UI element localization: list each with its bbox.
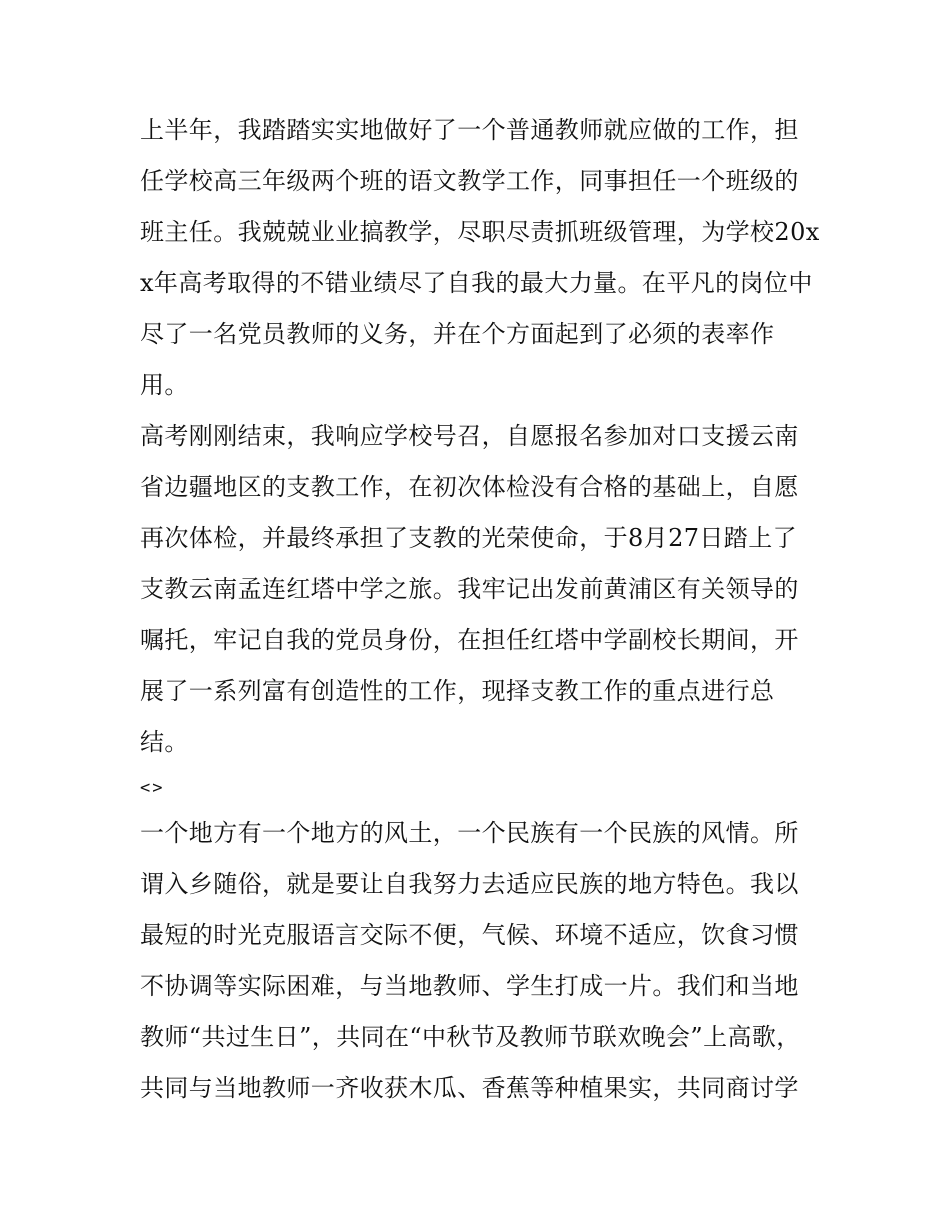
- document-body: [140, 105, 820, 1114]
- paragraph-first-half-year: 上半年，我踏踏实实地做好了一个普通教师就应做的工作，担任学校高三年级两个班的语文教学工作，同事担任一个班级的班主任。我兢兢业业搞教学，尽职尽责抓班级管理，为学校20xx年高考取得的不错业绩尽了自我的最大力量。在平凡的岗位中尽了一名党员教师的义务，并在个方面起到了必须的表率作用。: [140, 116, 820, 399]
- paragraph-support-teaching: 高考刚刚结束，我响应学校号召，自愿报名参加对口支援云南省边疆地区的支教工作，在初次体检没有合格的基础上，自愿再次体检，并最终承担了支教的光荣使命，于8月27日踏上了支教云南孟连红塔中学之旅。我牢记出发前黄浦区有关领导的嘱托，牢记自我的党员身份，在担任红塔中学副校长期间，开展了一系列富有创造性的工作，现择支教工作的重点进行总结。: [140, 422, 799, 756]
- section-marker: <>: [140, 778, 165, 798]
- paragraph-local-customs: 一个地方有一个地方的风土，一个民族有一个民族的风情。所谓入乡随俗，就是要让自我努力去适应民族的地方特色。我以最短的时光克服语言交际不便，气候、环境不适应，饮食习惯不协调等实际困难，与当地教师、学生打成一片。我们和当地教师“共过生日”，共同在“中秋节及教师节联欢晚会”上高歌，共同与当地教师一齐收获木瓜、香蕉等种植果实，共同商讨学: [140, 819, 801, 1102]
